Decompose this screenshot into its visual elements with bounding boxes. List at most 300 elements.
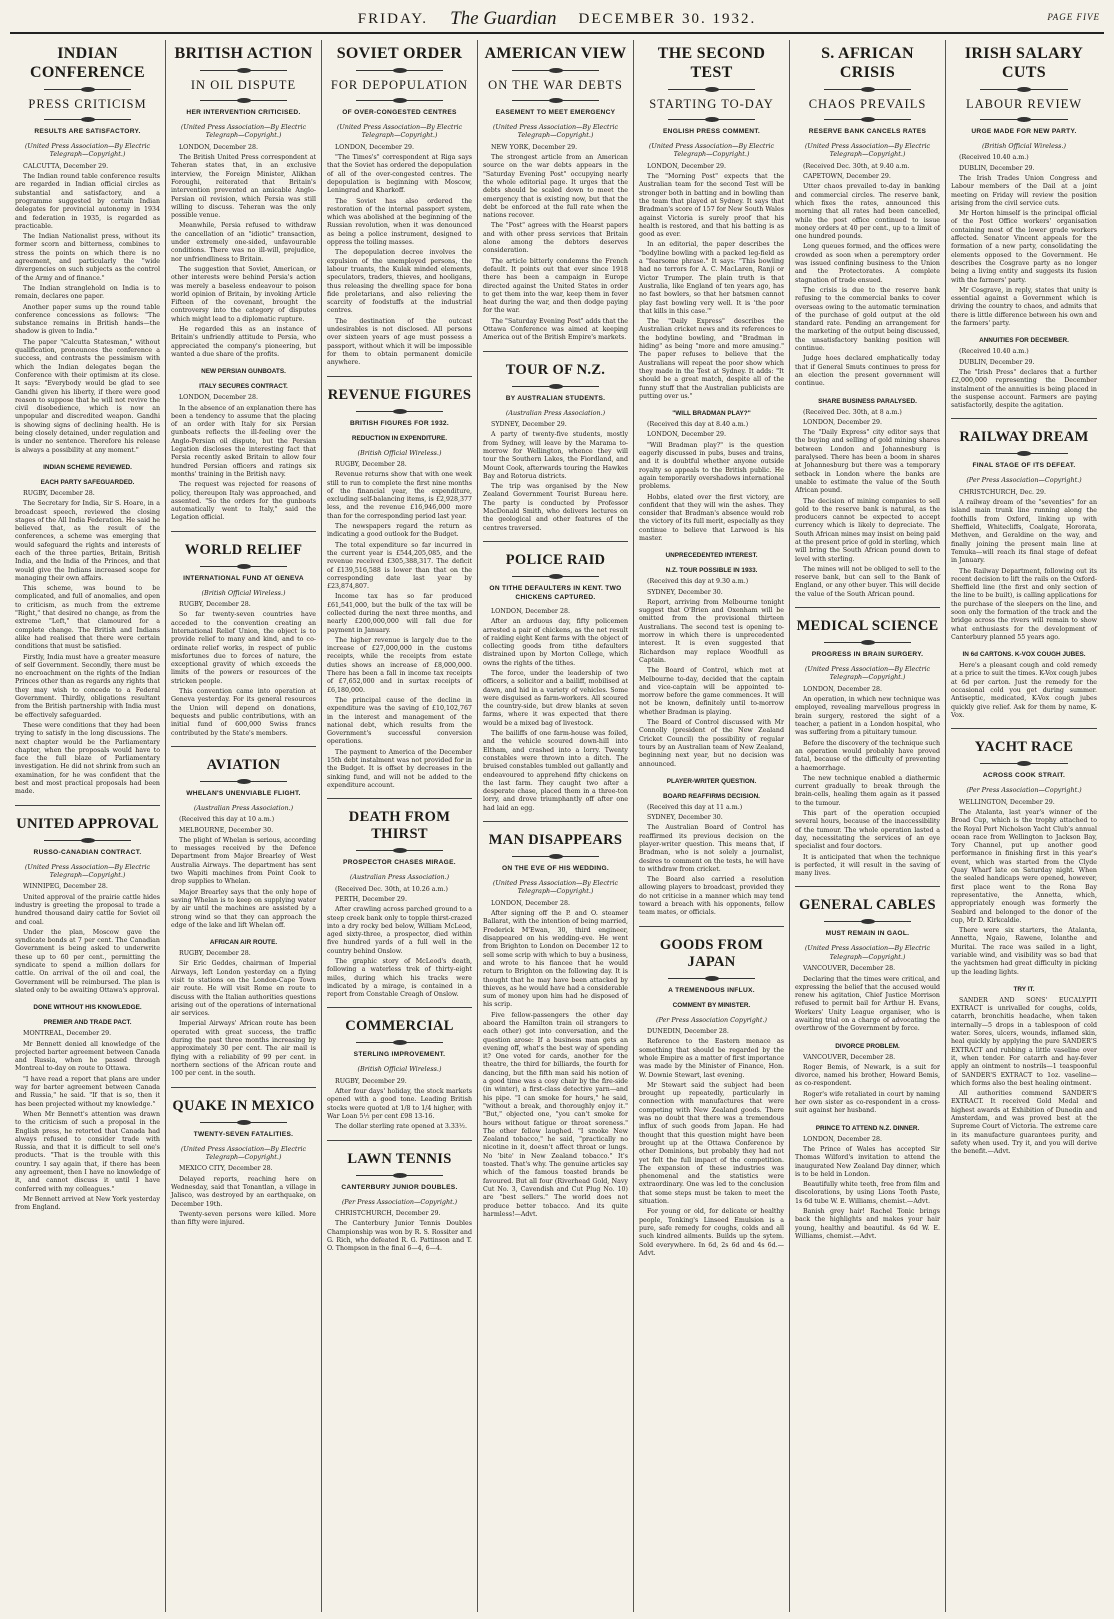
article-paragraph: Here's a pleasant cough and cold remedy at a price to suit the times. K-Vox cough jubes at 6d per carton. Just the remedy for the occasional cold you get during summer. Antiseptic, medicated, K-Vox cough jubes quickly give relief. Ask for them by name, K-Vox. [951, 662, 1097, 719]
wire-credit: (United Press Association—By Electric Telegraph—Copyright.) [492, 123, 619, 140]
headline-divider [512, 70, 599, 71]
headline-divider [200, 566, 287, 567]
article-headline: RAILWAY DREAM [959, 429, 1089, 446]
article-paragraph: All authorities commend SANDER'S EXTRACT. It received Gold Medal and highest awards at Exhibition of Dunedin and Amsterdam, and was proved best at the Supreme Court of Victoria. The extreme care in its manufacture guarantees purity, and safety when used. Try it, and you will derive the benefit.—Advt. [951, 1090, 1097, 1156]
article-paragraph: RUGBY, December 28. [179, 950, 251, 958]
article-paragraph: LONDON, December 29. [335, 143, 414, 151]
article-headline: MAN DISAPPEARS [488, 832, 623, 849]
article-body [15, 883, 160, 995]
article [795, 607, 940, 878]
article-paragraph: Roger Bemis, of Newark, is a suit for divorce, named his brother, Howard Bemis, as co-respondent. [795, 1063, 940, 1088]
article-paragraph: (Received this day at 8.40 a.m.) [647, 421, 749, 429]
article-body [483, 608, 628, 813]
section-subhead: INDIAN SCHEME REVIEWED. [43, 463, 132, 471]
headline-divider [824, 89, 911, 90]
article-paragraph: Mr Stewart said the subject had been brought up repeatedly, particularly in connection with manufactures that were competing with New Zealand goods. There was no doubt that there was a tremendous influx of such goods from Japan. He had thought that this question might have been brought up at the Ottawa Conference by other Dominions, but probably they had not yet felt the full impact of the competition. The expansion of these industries was phenomenal and the statistics were extraordinary. One was led to the conclusion that some steps must be taken to meet the situation. [639, 1081, 784, 1206]
article-paragraph: These were conditions that they had been trying to satisfy in the long discussions. The next chapter would be the Parliamentary chapter, when the proposals would have to face the full blaze of Parliamentary investigation. He did not shrink from such an examination, for he was confident that the best and most practical proposals had been made. [15, 721, 160, 796]
section-subhead: COMMENT BY MINISTER. [672, 1001, 751, 1009]
article-paragraph: Delayed reports, reaching here on Wednesday, said that Tonantlan, a village in Jalisco, was destroyed by an earthquake, on December 19th. [171, 1175, 316, 1208]
column-6 [790, 40, 946, 1612]
headline-divider [980, 763, 1068, 764]
article-paragraph: He regarded this as an instance of Britain's unfriendly attitude to Persia, who appreciated the company's pioneering, but wanted a due share of the profits. [171, 326, 316, 358]
article [795, 1124, 940, 1242]
article-paragraph: Reference to the Eastern menace as something that should be regarded by the whole Empire as a matter of first importance was made by the Minister of Finance, Hon. W. Downie Stewart, last evening. [639, 1038, 784, 1079]
article-headline: THE SECOND TEST [657, 45, 766, 81]
article [639, 551, 784, 769]
article-paragraph: LONDON, December 29. [803, 418, 882, 426]
article-deck: PROSPECTOR CHASES MIRAGE. [343, 859, 456, 867]
article-paragraph: MEXICO CITY, December 28. [179, 1165, 273, 1173]
headline-divider [356, 1175, 443, 1176]
article-paragraph: "Will Bradman play?" is the question eagerly discussed in pubs, buses and trains, and it is doubtful whether anyone outside royalty so appeals to the British public. He again temporarily overshadows international problems. [639, 441, 784, 491]
section-subhead: "WILL BRADMAN PLAY?" [672, 410, 751, 418]
column-5 [634, 40, 790, 1612]
article-body [795, 409, 940, 600]
article-body [795, 1054, 940, 1116]
article-paragraph: The depopulation decree involves the expulsion of the unemployed persons, the labour truants, the Kulak minded elements, speculators, traders, thieves, and hooligans, thus releasing the dwelling space for bona fide proletarians, and also relieving the scarcity of foodstuffs at the industrial centres. [327, 249, 472, 315]
headline-divider [668, 978, 755, 979]
wire-credit: (Per Press Association—Copyright.) [966, 476, 1082, 485]
article-subheadline: CHAOS PREVAILS [808, 97, 927, 111]
article-paragraph: NEW YORK, December 29. [491, 143, 578, 151]
article-deck: CANTERBURY JUNIOR DOUBLES. [341, 1183, 458, 1191]
article [795, 886, 940, 1033]
section-subhead: UNPRECEDENTED INTEREST. [665, 552, 758, 560]
article-headline: LAWN TENNIS [347, 1150, 452, 1167]
article-paragraph: The suggestion that Soviet, American, or other interests were behind Persia's action was merely a baseless endeavour to poison world opinion of Britain, by invoking Article Fifteen of the covenant, brought the controversy into the category of disputes which might lead to a diplomatic rupture. [171, 265, 316, 323]
wire-credit: (United Press Association—By Electric Telegraph—Copyright.) [492, 879, 619, 896]
article-body [795, 686, 940, 879]
article-paragraph: The total expenditure so far incurred in the current year is £544,205,085, and the revenue received £305,388,317. The deficit of £139,516,588 is lower than that on the corresponding date last year by £23,874,807. [327, 541, 472, 591]
article-body [171, 1165, 316, 1227]
column-3 [322, 40, 478, 1612]
wire-credit: (Per Press Association—Copyright.) [341, 1197, 458, 1206]
article-headline: AVIATION [206, 756, 281, 773]
headline-divider [512, 856, 599, 857]
article-paragraph: The "Morning Post" expects that the Australian team for the second Test will be stronger both in batting and in bowling than the team that played at Sydney. It says that Bradman's score of 157 for New South Wales against Victoria is surely proof that his health is restored, and that his batting is as good as ever. [639, 173, 784, 239]
article-paragraph: Mr Bennett denied all knowledge of the projected barter agreement between Canada and Russia, when he passed through Montreal to-day on route to Ottawa. [15, 1040, 160, 1073]
article-paragraph: The Indian round table conference results are regarded in Indian official circles as substantial and satisfactory, and a programme suggested by certain Indian delegates for provincial autonomy in 1934 and federation in 1935, is regarded as practicable. [15, 173, 160, 230]
article-headline: UNITED APPROVAL [16, 815, 159, 832]
article-paragraph: DUBLIN, December 29. [959, 164, 1035, 172]
subheadline-divider [824, 119, 911, 120]
article-paragraph: (Received Dec. 30th, at 10.26 a.m.) [335, 885, 448, 893]
column-1 [10, 40, 166, 1612]
article-body [951, 662, 1097, 720]
article-paragraph: The trip was organised by the New Zealand Government Tourist Bureau here. The party is conducted by Professor MacDonald Smith, who delivers lectures on the geological and other features of the centres traversed. [483, 483, 628, 532]
article-body [15, 1030, 160, 1212]
article-deck: URGE MADE FOR NEW PARTY. [971, 128, 1077, 135]
article-paragraph: MONTREAL, December 29. [23, 1030, 112, 1038]
headline-divider [356, 1042, 443, 1043]
wire-credit: (United Press Association—By Electric Telegraph—Copyright.) [24, 142, 151, 159]
wire-credit: (Per Press Association—Copyright.) [966, 786, 1082, 795]
article-paragraph: LONDON, December 28. [179, 394, 258, 402]
article-paragraph: Utter chaos prevailed to-day in banking and commercial circles. The reserve bank, which fixes the rates, announced this morning that all rates had been cancelled, while the post office continued to issue money orders at 40 per cent., up to a limit of one hundred pounds. [795, 183, 940, 241]
article-body [171, 950, 316, 1078]
article-paragraph: Meanwhile, Persia refused to withdraw the cancellation of an "idiotic" transaction, under extremely one-sided, unfavourable conditions. There was no ill-will, prejudice, nor unfriendliness to Britain. [171, 222, 316, 263]
article-paragraph: LONDON, December 29. [647, 162, 726, 170]
article-paragraph: The mines will not be obliged to sell to the reserve bank, but can sell to the Bank of England, or any other buyer. This will decide the value of the South African pound. [795, 565, 940, 598]
article-paragraph: When Mr Bennett's attention was drawn to the criticism of such a proposal in the English press, he retorted that Canada had always refused to consider trade with Russia, and that it is difficult to sell one's products. "That is the trouble with this country. I say again that, if there has been any agreement, then I have no knowledge of it, and cannot discuss it until I have conferred with my colleagues." [15, 1110, 160, 1193]
article-body [15, 490, 160, 797]
article-paragraph: The destination of the outcast undesirables is not disclosed. All persons over sixteen years of age must possess a passport, without which it will be impossible for them to obtain permanent domicile anywhere. [327, 317, 472, 367]
article-paragraph: In the absence of an explanation there has been a tendency to assume that the placing of an order with Italy for six Persian gunboats reflects the ill-feeling over the Anglo-Persian oil dispute, but the Persian Legation discloses the interesting fact that Persia recently asked Britain to allow four hundred Persian officers and ratings six months' training in the British navy. [171, 404, 316, 478]
article-paragraph: Income tax has so far produced £61,541,000, but the bulk of the tax will be collected during the next three months, and nearly £200,000,000 will fall due for payment in January. [327, 593, 472, 634]
article-paragraph: LONDON, December 28. [803, 1135, 882, 1143]
article-paragraph: The Board of Control discussed with Mr Connolly (president of the New Zealand Cricket Council) the possibility of regular tours by an Australian team of New Zealand, beginning next year, but no decision was announced. [639, 719, 784, 768]
article [15, 1003, 160, 1212]
article [483, 44, 628, 343]
article-subheadline: PRESS CRITICISM [28, 97, 147, 111]
article-paragraph: The paper "Calcutta Statesman," without qualification, pronounces the conference a success, and contrasts the pessimism with which the Indian delegates began the Conference with their optimism at its close. It says: "Everybody would be glad to see Gandhi given his liberty, if there were good reason to suppose that he will not revive the civil disobedience, which is now an unpopular and discredited weapon. Gandhi is showing signs of declining health. He is being closely detained, under regulation and is under no sentence. Therefore his release is always a possibility at any moment." [15, 338, 160, 454]
headline-divider [44, 89, 131, 90]
article-paragraph: The "Irish Press" declares that a further £2,000,000 representing the December instalment of the annuities is being placed in the suspense account. Farmers are paying satisfactorily, despite the agitation. [951, 368, 1097, 410]
article-body [327, 1210, 472, 1253]
article-subheadline: IN OIL DISPUTE [190, 78, 297, 92]
subheadline-divider [668, 119, 755, 120]
article-headline: POLICE RAID [505, 551, 606, 568]
article-paragraph: United approval of the prairie cattle hides industry is greeting the proposal to trade a hundred thousand dairy cattle for Soviet oil and coal. [15, 893, 160, 926]
subheadline-divider [356, 100, 443, 101]
article-body [795, 1136, 940, 1242]
section-subhead: EACH PARTY SAFEGUARDED. [40, 478, 135, 486]
article-deck: ON THE EVE OF HIS WEDDING. [501, 865, 610, 873]
wire-credit: (United Press Association—By Electric Telegraph—Copyright.) [648, 142, 775, 159]
article [951, 985, 1097, 1157]
article-paragraph: For young or old, for delicate or healthy people, Tonking's Linseed Emulsion is a pure, safe remedy for coughs, colds and all such kindred ailments. Builds up the sytem. Sold everywhere. In 6d, 2s 6d and 4s 6d.—Advt. [639, 1208, 784, 1257]
article-paragraph: Mr Bennett arrived at New York yesterday from England. [15, 1195, 160, 1212]
column-7 [946, 40, 1102, 1612]
article-body [639, 421, 784, 543]
article-subheadline: LABOUR REVIEW [965, 97, 1083, 111]
article [171, 44, 316, 359]
article-body [951, 489, 1097, 642]
article-paragraph: (Received 10.40 a.m.) [959, 154, 1029, 162]
article-paragraph: CHRISTCHURCH, December 29. [335, 1210, 441, 1218]
article-paragraph: The newspapers regard the return as indicating a good outlook for the Budget. [327, 523, 472, 539]
wire-credit: (Australian Press Association.) [505, 408, 606, 417]
article-paragraph: Under the plan, Moscow gave the syndicate bonds at 7 per cent. The Canadian Government is being asked to underwrite these up to 60 per cent., permitting the syndicate to spend a million dollars for cattle. On arrival of the oil and coal, the Government will be reimbursed. The plan is slated only to be awaiting Ottawa's approval. [15, 928, 160, 994]
headline-divider [512, 576, 599, 577]
section-subhead: IN 6d CARTONS. K-VOX COUGH JUBES. [962, 651, 1086, 659]
article-paragraph: After signing off the P. and O. steamer Ballarat, with the intention of being married, Frederick M'Ewan, 30, third engineer, disappeared on his wedding-eve. He went from Brighton to London on December 12 to sell some scrip with which to buy a business, and wrote to his fiancee that he would return to Brighton on the following day. It is thought that he may have been attacked by thieves, as he would have had a considerable sum of money upon him had he disposed of his scrip. [483, 910, 628, 1009]
headline-divider [44, 840, 131, 841]
article [951, 418, 1097, 642]
article-paragraph: After an arduous day, fifty policemen arrested a pair of chickens, as the net result of raiding eight Kent farms with the object of collecting goods from tithe defaulters distrained upon by Morton College, which owns the rights of the tithes. [483, 618, 628, 667]
article [951, 728, 1097, 977]
article-paragraph: Revenue returns show that with one week still to run to complete the first nine months of the financial year, the expenditure, excluding self-balancing items, is £2,928,377 less, and the revenue £16,946,000 more than for the corresponding period last year. [327, 471, 472, 520]
article-paragraph: Beautifully white teeth, free from film and discolorations, by using Lions Tooth Paste, 1s 6d tube W. E. Williams, chemist.—Advt. [795, 1181, 940, 1205]
article [15, 805, 160, 996]
article-paragraph: PERTH, December 29. [335, 895, 407, 903]
article-deck: RESULTS ARE SATISFACTORY. [34, 128, 141, 135]
article-paragraph: The Railway Department, following out its recent decision to lift the rails on the Oxford-Sheffield line (the first and only section of the line to be built), is calling applications for the purchase of the sleepers on the line, and soon only the formation of the track and the bridge across the rivers will remain to show what enthusiasts for the development of Canterbury planned 55 years ago. [951, 567, 1097, 641]
article-paragraph: Mr Horton himself is the principal official of the Post Office workers' organisation containing most of the lower grade workers affected. Senator Vincent appeals for the formation of a new party, consolidating the elements opposed to the Government. He describes the Cosgrave party as no longer being a living entity and suggests its fusion with the farmers' party. [951, 210, 1097, 284]
article [171, 746, 316, 930]
article [639, 409, 784, 543]
article-subheadline: STARTING TO-DAY [649, 97, 774, 111]
article-paragraph: Judge hoes declared emphatically today that if General Smuts continues to press for an election the present government will continue. [795, 355, 940, 388]
article-body [951, 154, 1097, 328]
article-paragraph: The Soviet has also ordered the restoration of the internal passport system, which was abolished at the beginning of the Russian revolution, when it was denounced as being a police instrument, designed to oppress the toiling masses. [327, 197, 472, 247]
article-paragraph: SYDNEY, December 30. [647, 814, 723, 822]
article-deck: FINAL STAGE OF ITS DEFEAT. [972, 462, 1076, 470]
article-paragraph: Before the discovery of the technique such an operation would probably have proved fatal, because of the difficulty of preventing a haemorrhage. [795, 739, 941, 772]
article-paragraph: The crisis is due to the reserve bank refusing to the commercial banks to cover overseas owing to the automatic termination of the purchase of gold output at the old standard rate. Pending an arrangement for the marketing of the output being discussed, the unsatisfactory banking position will continue. [795, 286, 940, 353]
article-paragraph: SANDER AND SONS' EUCALYPTI EXTRACT is unrivalled for coughs, colds, catarrh, bronchitis headache, when taken internally—5 drops in a tablespoon of cold water. Sores, ulcers, wounds, inflamed skin, heal quickly by applying the pure SANDER'S EXTRACT and rubbing a little vaseline over it, when tender. For catarrh and hay-fever apply an ointment to nostrils—1 teaspoonful of SANDER'S EXTRACT to 1oz. vaseline—which forms also the best healing ointment. [951, 996, 1097, 1087]
section-subhead: AFRICAN AIR ROUTE. [209, 939, 278, 947]
article-paragraph: Long queues formed, and the offices were crowded as soon when a peremptory order was issued confining business to the Union and the Protectorates. A complete stagnation of trade ensued. [795, 243, 940, 284]
article-body [327, 461, 472, 790]
article [15, 44, 160, 455]
article-paragraph: The strongest article from an American source on the war debts appears in the "Saturday Evening Post" occupying nearly the whole editorial page. It urges that the debts should be scaled down to meet the emergency that is existing now, but that the debt be enforced at the full rate when the nations recover. [483, 154, 628, 220]
article-paragraph: Five fellow-passengers the other day aboard the Hamilton train oil strangers to each other) got into conversation, and the question arose: If a business man gets an evening off, what's the best way of spending it? One voted for cards, another for the theatre, the third for billiards, the fourth for dancing, but the fifth man said his notion of a good time was a cosy chair by the fire-side (in winter), a first-class detective yarn—and his pipe. "I can smoke for hours," he said, "without a break, and thoroughly enjoy it." "But," objected one, "you can't smoke for hours without fatigue or throat soreness." The other fellow laughed. "I smoke New Zealand tobacco," he said, "practically no nicotine in it, doesn't affect throat or lungs. No 'bite' in New Zealand tobacco." It's toasted. That's why. The genuine articles say which of the famous toasted brands be favoured. But all four (Riverhead Gold, Navy Cut No. 3, Cavendish and Cut Plug No. 10) are "best sellers." The world does not produce better tobacco. And its quite harmless!—Advt. [483, 1011, 628, 1218]
article-headline: DEATH FROM THIRST [348, 809, 451, 843]
article-deck: EASEMENT TO MEET EMERGENCY [495, 109, 616, 116]
article-paragraph: After crawling across parched ground to a steep creek bank only to topple thirst-crazed into a dry rocky bed below, William McLeod, aged sixty-three, a prospector, died within five hundred yards of a full well in the country behind Onslow. [327, 906, 472, 955]
article-paragraph: Roger's wife retaliated in court by naming her own sister as co-respondent in a cross-suit against her husband. [795, 1090, 940, 1115]
article-paragraph: (Received this day at 10 a.m.) [179, 816, 275, 824]
article-paragraph: LONDON, December 28. [491, 607, 570, 615]
article-paragraph: CHRISTCHURCH, Dec. 29. [959, 488, 1047, 496]
headline-divider [824, 921, 911, 922]
article-body [483, 421, 628, 533]
article [15, 463, 160, 797]
article-body [951, 799, 1097, 977]
article-paragraph: After four days' holiday, the stock markets opened with a good tone. Leading British stocks were quoted at 1/8 to 1/4 higher, with War Loan 5½ per cent £98 13-16. [327, 1088, 472, 1121]
subheadline-divider [980, 119, 1068, 120]
wire-credit: (British Official Wireless.) [357, 1065, 442, 1074]
article-deck: BRITISH FIGURES FOR 1932. [349, 419, 450, 427]
article-paragraph: The Australian Board of Control has reaffirmed its previous decision on the player-writer question. This means that, if Bradman, who is not solely a journalist, desires to comment on the tests, he will have to withdraw from cricket. [639, 824, 784, 873]
article-paragraph: The higher revenue is largely due to the increase of £27,000,000 in the customs receipts, while the receipts from estate duties shows an increase of £8,000,000. There has been a fall in income tax receipts of £7,652,000 and in surtax receipts of £6,180,000. [327, 636, 472, 694]
headline-divider [356, 850, 443, 851]
article-body [15, 163, 160, 455]
article-paragraph: VANCOUVER, December 28. [803, 1053, 896, 1061]
article [483, 351, 628, 533]
headline-divider [356, 70, 443, 71]
section-subhead: PLAYER-WRITER QUESTION. [666, 777, 757, 785]
wire-credit: (British Official Wireless.) [357, 448, 442, 457]
article-body [639, 163, 784, 401]
article-headline: WORLD RELIEF [184, 541, 303, 558]
wire-credit: (Australian Press Association.) [349, 873, 450, 882]
wire-credit: (United Press Association—By Electric Telegraph—Copyright.) [804, 665, 931, 682]
article-paragraph: The Board of Control, which met at Melbourne to-day, decided that the captain and vice-captain will be appointed to-morrow before the game commences. It will not be known, definitely until to-morrow whether Bradman is playing. [639, 667, 784, 716]
article-paragraph: CAPETOWN, December 29. [803, 173, 891, 181]
article [327, 44, 472, 368]
headline-divider [668, 89, 755, 90]
article [639, 926, 784, 1258]
article-body [171, 816, 316, 930]
article-paragraph: Twenty-seven persons were killed. More than fifty were injured. [171, 1210, 316, 1227]
article-deck: BY AUSTRALIAN STUDENTS. [505, 394, 606, 402]
article-deck: PROGRESS IN BRAIN SURGERY. [811, 651, 924, 659]
section-subhead: TRY IT. [1013, 985, 1035, 993]
column-2 [166, 40, 322, 1612]
wire-credit: (United Press Association—By Electric Telegraph—Copyright.) [804, 142, 931, 159]
article-deck: RUSSO-CANADIAN CONTRACT. [33, 848, 142, 856]
section-subhead: PREMIER AND TRADE PACT. [43, 1019, 132, 1027]
article-paragraph: SYDNEY, December 30. [647, 588, 723, 596]
article-body [483, 900, 628, 1219]
article [171, 1087, 316, 1228]
article-paragraph: "The Times's" correspondent at Riga says that the Soviet has ordered the depopulation of all of the over-congested centres. The depopulation is beginning with Moscow, Leningrad and Kharkoff. [327, 154, 472, 195]
article-paragraph: The Prince of Wales has accepted Sir Thomas Wilford's invitation to attend the inaugurated New Zealand Day dinner, which is to be held in London. [795, 1145, 940, 1178]
article-paragraph: "I have read a report that plans are under way for barter agreement between Canada and Russia," he said. "If that is so, then it has been projected without my knowledge." [15, 1075, 160, 1108]
article-deck: OF OVER-CONGESTED CENTRES [342, 109, 457, 116]
article-body [951, 997, 1097, 1157]
article-paragraph: Firstly, India must have a greater measure of self Government. Secondly, there must be no encroachment on the rights of the Indian Princes other than as regards any rights that they may wish to concede to a Federal Government. Thirdly, obligations resultant from the British partnership with India must be effectively safeguarded. [15, 653, 160, 719]
article-paragraph: (Received this day at 9.30 a.m.) [647, 578, 749, 586]
article-paragraph: VANCOUVER, December 28. [803, 965, 896, 973]
article-paragraph: Banish grey hair! Rachel Tonic brings back the highlights and makes your hair young, healthy and beautiful. 4s 6d W. E. Williams, chemist.—Advt. [795, 1208, 940, 1240]
article-paragraph: The "Daily Express" city editor says that the buying and selling of gold mining shares between London and Johannesburg is paralysed. There has been a boom in shares at Johannesburg but there was a temporary setback in London where the banks are unable to estimate the value of the South African pound. [795, 429, 940, 495]
section-subhead: N.Z. TOUR POSSIBLE IN 1933. [665, 567, 758, 575]
article-paragraph: The Canterbury Junior Tennis Doubles Championship was won by R. S. Rossiter and G. Rich, who defeated R. G. Pattinson and T. O. Thompson in the final 6—4, 6—4. [327, 1220, 472, 1253]
article-paragraph: LONDON, December 29. [647, 431, 726, 439]
article-paragraph: Mr Cosgrave, in reply, states that unity is essential against a Government which is driving the country to chaos, and admits that there is little difference between his own and the farmers' party. [951, 286, 1097, 328]
newspaper-columns [10, 40, 1104, 1612]
headline-divider [512, 386, 599, 387]
subheadline-divider [512, 100, 599, 101]
article-paragraph: CALCUTTA, December 29. [23, 162, 109, 170]
article-headline: YACHT RACE [974, 739, 1074, 756]
article [327, 1007, 472, 1131]
article-paragraph: Imperial Airways' African route has been operated with great success, the traffic during the past three months increasing by approximately 30 per cent. The air mail is flying with a reliability of 99 per cent. in northern sections of the African route and 100 per cent. in the south. [171, 1020, 316, 1078]
section-subhead: DONE WITHOUT HIS KNOWLEDGE. [33, 1004, 142, 1012]
article-paragraph: A railway dream of the "seventies" for an island main trunk line running along the foothills from Oxford, linking up with Sheffield, Whitecliffs, Coalgate, Hororata, Methven, and Geraldine on the way, and finally joining the present main line at Temuka—will reach its final stage of defeat in January. [951, 499, 1097, 565]
column-4 [478, 40, 634, 1612]
article-paragraph: The payment to America of the December 15th debt instalment was not provided for in the Budget. It is offset by decreases in the sinking fund, and will not be added to the expenditure account. [327, 748, 472, 789]
article-paragraph: WELLINGTON, December 29. [959, 798, 1055, 806]
subheadline-divider [200, 100, 287, 101]
article-deck: INTERNATIONAL FUND AT GENEVA [183, 574, 304, 582]
article-body [327, 144, 472, 368]
article-body [639, 578, 784, 769]
article-paragraph: This part of the operation occupied several hours, because of the inaccessibility of the tumour. The whole operation lasted a day, necessitating the services of an eye specialist and four doctors. [795, 810, 940, 851]
article-body [327, 886, 472, 1000]
article-body [639, 804, 784, 918]
article-paragraph: The force, under the leadership of two officers, a solicitor and a bailiff, mobilised at dawn, and hid in a variety of vehicles. Some were disguised as farm-workers. All scoured the country-side, but drew blanks at seven farms, where it was expected that there would be a mixed bag of livestock. [483, 669, 628, 727]
article-subheadline: FOR DEPOPULATION [330, 78, 469, 92]
article-paragraph: (Received Dec. 30th, at 9.40 a.m. [803, 162, 910, 170]
headline-divider [980, 453, 1068, 454]
article-headline: REVENUE FIGURES [327, 386, 472, 403]
section-subhead: SHARE BUSINESS PARALYSED. [818, 397, 917, 405]
article-headline: INDIAN CONFERENCE [29, 45, 145, 81]
article-paragraph: RUGBY, December 28. [335, 460, 407, 468]
article-paragraph: The "Daily Express" describes the Australian cricket news and its references to the bodyline bowling, and "Bradman in hiding" as being "more and more amusing." The paper refuses to believe that the Australians will repeat the poor show which they made in the Test at Sydney. It adds: "It should be a great match, despite all of the funny stuff that the Australian publicists are putting over us." [639, 318, 784, 400]
headline-divider [200, 1122, 287, 1123]
article-body [171, 394, 316, 522]
section-subhead: NEW PERSIAN GUNBOATS. [201, 368, 286, 376]
article-paragraph: MELBOURNE, December 30. [179, 826, 274, 834]
article-paragraph: It is anticipated that when the technique is perfected, it will result in the saving of many lives. [795, 853, 940, 878]
article-paragraph: LONDON, December 28. [803, 685, 882, 693]
article-paragraph: The principal cause of the decline in expenditure was the saving of £10,102,767 in the interest and management of the national debt, which results from the Government's successful conversion operations. [327, 696, 472, 746]
article-paragraph: LONDON, December 28. [491, 899, 570, 907]
article [171, 531, 316, 738]
article [327, 376, 472, 791]
article-paragraph: LONDON, December 28. [179, 143, 258, 151]
article-paragraph: (Received this day at 11 a.m.) [647, 803, 743, 811]
wire-credit: (United Press Association—By Electric Telegraph—Copyright.) [804, 944, 931, 961]
article-headline: GOODS FROM JAPAN [659, 936, 764, 970]
headline-divider [980, 89, 1068, 90]
article-body [951, 348, 1097, 410]
article-deck: RESERVE BANK CANCELS RATES [808, 128, 927, 135]
article-deck: HER INTERVENTION CRITICISED. [186, 109, 301, 116]
article-body [483, 144, 628, 343]
article-body [171, 144, 316, 359]
article-paragraph: The Secretary for India, Sir S. Hoare, in a broadcast speech, reviewed the closing stages of the All India Federation. He said he believed that, as the result of the conferences, a scheme was emerging that would safeguard the rights and interests of each of the three parties, Britain, British India, and the India of the Princes, and that would give the Indians increased scope for managing their own affairs. [15, 500, 160, 582]
masthead-day: FRIDAY. [357, 10, 429, 27]
article-subheadline: ON THE WAR DEBTS [488, 78, 623, 92]
article-paragraph: This convention came into operation at Geneva yesterday. For its general resources the Union will depend on donations, bequests and public contributions, with an initial fund of 600,000 Swiss francs contributed by the State's members. [171, 688, 316, 737]
article-paragraph: The Atalanta, last year's winner of the Broad Cup, which is the trophy attached to the Royal Port Nicholson Yacht Club's annual ocean race from Wellington to Jackson Bay, Tory Channel, put up another good performance in finishing first in this year's event, which was started from the Clyde Quay Wharf late on Saturday night. When the sealed handicaps were opened, however, first place went to the Rona Bay representative, the Annetta, which, appropriately enough was formerly the Seabird and belonged to the donor of the cup, Mr D. Kirkcaldie. [951, 808, 1097, 924]
masthead-paper-title: The Guardian [450, 8, 557, 29]
article-paragraph: Report, arriving from Melbourne tonight suggest that O'Brien and Oxenham will be omitted from the provisional thirteen Australians. The second test is opening to-morrow in which there is unprecedented interest. It is even suggested that Richardson may replace Woodfull as Captain. [639, 598, 784, 664]
article-paragraph: The article bitterly condemns the French default. It points out that ever since 1918 there has been a campaign in Europe directed against the United States in order to get them into the war, keep them in fever heat during the war, and then dodge paying for the war. [483, 257, 628, 315]
article-paragraph: RUGBY, December 29. [335, 1077, 407, 1085]
article [639, 777, 784, 918]
wire-credit: (British Official Wireless.) [201, 588, 286, 597]
article-body [795, 965, 940, 1033]
wire-credit: (United Press Association—By Electric Telegraph—Copyright.) [336, 123, 463, 140]
article-deck: TWENTY-SEVEN FATALITIES. [193, 1130, 294, 1138]
article [951, 336, 1097, 410]
article-paragraph: A party of twenty-five students, mostly from Sydney, will leave by the Marama to-morrow for Wellington, whence they will tour the Southern Lakes, the Fiordland, and Mount Cook, afterwards touring the Hawkes Bay and Rotorua districts. [483, 431, 628, 480]
article-paragraph: The Indian Nationalist press, without its former scorn and bitterness, combines to stress the points on which there is no agreement, and particularly the "wide divergencies on such subjects as the control of the Army and of finance." [15, 233, 160, 282]
masthead [10, 6, 1104, 34]
article-paragraph: This scheme, was bound to be complicated, and full of anomalies, and open to criticism, as much from the extreme "Right," that desired no change, as from the extreme "Left," that clamoured for a complete change. The British and Indians alike had realised that there were certain conditions that must be satisfied. [15, 585, 160, 651]
article-paragraph: The "Post" agrees with the Hearst papers and with other press services that Britain alone among the debtors deserves consideration. [483, 222, 628, 255]
article-paragraph: So far twenty-seven countries have acceded to the convention creating an International Relief Union, the object is to provide relief to many and kind, and to co-ordinate relief works, in respect of public misfortunes due to forces of nature, the exceptional gravity of which exceeds the limits of the powers or resources of the stricken people. [171, 611, 316, 685]
article-paragraph: DUNEDIN, December 28. [647, 1028, 729, 1036]
article-paragraph: The new technique enabled a diathermic current gradually to break through the brain-cells, healing them again as it passed to the tumour. [795, 774, 940, 807]
section-subhead: PRINCE TO ATTEND N.Z. DINNER. [815, 1124, 920, 1132]
article [951, 650, 1097, 720]
article-deck: ON TITHE DEFAULTERS IN KENT. TWO CHICKENS CAPTURED. [489, 584, 622, 601]
article [327, 798, 472, 999]
headline-divider [356, 411, 443, 412]
article-headline: IRISH SALARY CUTS [964, 45, 1084, 81]
section-subhead: ITALY SECURES CONTRACT. [199, 383, 288, 391]
article [171, 938, 316, 1078]
article-headline: S. AFRICAN CRISIS [821, 45, 914, 81]
article-deck: A TREMENDOUS INFLUX. [668, 986, 755, 994]
article-paragraph: Major Brearley says that the only hope of saving Whelan is to keep on supplying water by air until the machines are assisted by a strong wind so that they can approach the edge of the lake and lift Whelan off. [171, 888, 316, 929]
article-paragraph: Declaring that the times were critical, and expressing the belief that the accused would renew his agitation, Chief Justice Morrison refused to permit bail for Arthur H. Evans, Workers' Unity League organiser, who is awaiting trial on a charge of advocating the overthrow of the Government by force. [795, 975, 940, 1033]
masthead-date: DECEMBER 30. 1932. [578, 10, 757, 27]
article-paragraph: An operation, in which new technique was employed, revealing marvellous progress in brain surgery, restored the sight of a teacher, a patient in a London hospital, who was suffering from a pituitary tumour. [795, 696, 940, 737]
article-paragraph: DUBLIN, December 29. [959, 358, 1035, 366]
article-paragraph: The Irish Trades Union Congress and Labour members of the Dail at a joint meeting on Friday will review the position arising from the civil service cuts. [951, 175, 1097, 207]
article-headline: COMMERCIAL [345, 1018, 454, 1035]
section-subhead: REDUCTION IN EXPENDITURE. [351, 434, 448, 442]
article-paragraph: SYDNEY, December 29. [491, 421, 567, 429]
article [795, 1042, 940, 1116]
article-headline: TOUR OF N.Z. [505, 361, 606, 378]
article-paragraph: RUGBY, December 28. [23, 489, 95, 497]
wire-credit: (British Official Wireless.) [982, 142, 1066, 150]
article-paragraph: (Received Dec. 30th, at 8 a.m.) [803, 408, 902, 416]
section-subhead: BOARD REAFFIRMS DECISION. [663, 792, 760, 800]
section-subhead: DIVORCE PROBLEM. [835, 1042, 900, 1050]
article-headline: MEDICAL SCIENCE [796, 618, 939, 635]
